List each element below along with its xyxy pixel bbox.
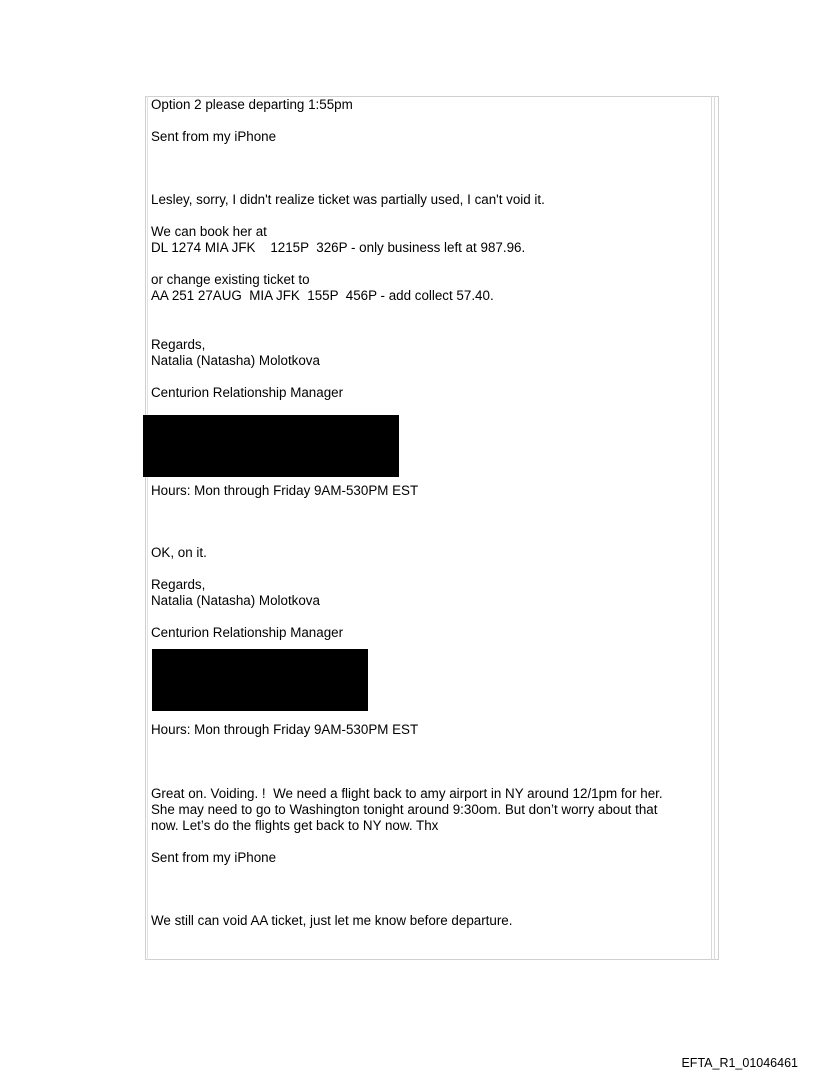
message-4-signature: Sent from my iPhone (151, 850, 277, 865)
message-4-line-1: Great on. Voiding. ! We need a flight back to amy airport in NY around 12/1pm for her. (151, 786, 663, 801)
message-3-sender-name: Natalia (Natasha) Molotkova (151, 593, 320, 608)
message-2-option-a-flight: DL 1274 MIA JFK 1215P 326P - only business left at 987.96. (151, 240, 526, 255)
message-2-option-b-flight: AA 251 27AUG MIA JFK 155P 456P - add collect 57.40. (151, 288, 494, 303)
redaction-box (143, 415, 399, 477)
message-3-intro: OK, on it. (151, 545, 207, 560)
message-5-body: We still can void AA ticket, just let me know before departure. (151, 913, 513, 928)
redaction-box (152, 649, 368, 711)
message-4-line-2: She may need to go to Washington tonight around 9:30om. But don’t worry about that (151, 802, 658, 817)
message-2-regards: Regards, (151, 337, 206, 352)
message-3-hours: Hours: Mon through Friday 9AM-530PM EST (151, 722, 419, 737)
message-2-hours: Hours: Mon through Friday 9AM-530PM EST (151, 483, 419, 498)
frame-rule-left (147, 96, 148, 960)
message-4-line-3: now. Let’s do the flights get back to NY now. Thx (151, 818, 439, 833)
message-3-regards: Regards, (151, 577, 206, 592)
message-2-intro: Lesley, sorry, I didn't realize ticket was partially used, I can't void it. (151, 192, 545, 207)
frame-rule-right (711, 96, 712, 960)
document-id: EFTA_R1_01046461 (681, 1056, 798, 1070)
message-3-sender-title: Centurion Relationship Manager (151, 625, 344, 640)
message-2-option-a-intro: We can book her at (151, 224, 267, 239)
message-1-signature: Sent from my iPhone (151, 129, 277, 144)
message-1-body: Option 2 please departing 1:55pm (151, 97, 353, 112)
frame-rule-right-outer (714, 96, 715, 960)
message-2-sender-name: Natalia (Natasha) Molotkova (151, 353, 320, 368)
message-2-option-b-intro: or change existing ticket to (151, 272, 310, 287)
message-2-sender-title: Centurion Relationship Manager (151, 385, 344, 400)
